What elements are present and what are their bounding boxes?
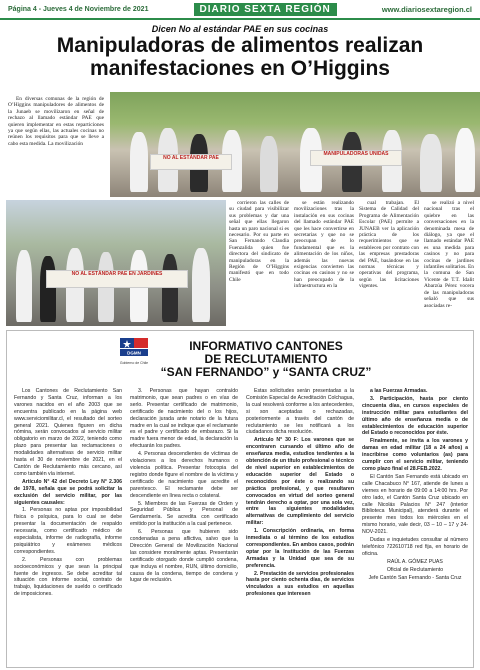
notice-paragraph: 3. Participación, hasta por ciento cincuenta días, en cursos especiales de instrucción militar para estudiantes del último año de enseñanza media o de establecimientos de educación superior del Estado o reconocidos por éste.	[362, 395, 468, 437]
notice-paragraph: a las Fuerzas Armadas.	[370, 388, 428, 394]
notice-title-line: DE RECLUTAMIENTO	[204, 352, 328, 366]
notice-column-1	[14, 388, 122, 599]
notice-title-line: INFORMATIVO CANTONES	[189, 339, 343, 353]
article-column-5	[359, 200, 419, 290]
notice-column-3	[246, 388, 354, 599]
government-logo	[120, 338, 148, 372]
article-text: corrieron las calles de su ciudad para visibilizar sus problemas y dar una señal que ellas llegaron hasta un paro nacional si es necesario. Por su parte en San Fernando Claudia Fuenzalida quien fue directora del sindicato de manipuladoras en la Región de O’Higgins manifestó que en todo Chile	[229, 200, 289, 283]
signature-office: Jefe Cantón San Fernando - Santa Cruz	[368, 574, 462, 581]
logo-bottom-text: Gobierno de Chile	[120, 361, 148, 365]
website-url[interactable]: www.diariosextaregion.cl	[381, 4, 472, 14]
notice-paragraph: Los Cantones de Reclutamiento San Fernando y Santa Cruz, informan a los varones nacidos en el año 2003 que se encuentra publicado en la página web www.serviciomilitar.cl, el resultado del sorteo general 2021. Quienes figuren en dicha nómina, serán convocados al servicio militar obligatorio en marzo de 2022, teniendo como plazo para presentar las reclamaciones o modalidades alternativas de servicio militar hasta el 30 de noviembre de 2021, en el Cantón de Reclutamiento más cercano, así como también vía internet.	[14, 388, 122, 477]
notice-paragraph: 1. Personas no aptas por imposibilidad física o psíquica, para lo cual se debe presentar la documentación de respaldo necesaria, como certificado médico de especialista, informe de radiografía, informe psiquiátrico y exámenes médicos correspondientes.	[14, 507, 122, 555]
protest-banner	[46, 270, 188, 288]
notice-paragraph: 6. Personas que hubieren sido condenadas a pena aflictiva, salvo que la Dirección General de Movilización Nacional las considere moralmente aptas. Presentarán certificado otorgado donde cumplió condena, que incluya el nombre, RUN, último domicilio, causa de la condena, tiempo de condena y lugar de reclusión.	[130, 529, 238, 584]
notice-paragraph: 4. Personas descendientes de víctimas de violaciones a los derechos humanos o violencia política. Presentar fotocopia del registro donde figure el nombre de la víctima y certificado de nacimiento que acredite el parentesco. El reclamante debe ser descendiente en línea recta o colateral.	[130, 451, 238, 499]
protest-banner-text: NO AL ESTÁNDAR PAE	[163, 155, 219, 161]
article-text: se están realizando movilizaciones tras la instalación en sus cocinas del llamado estándar PAE que les hace convertirse en secretarias y que no se preocupan de lo fundamental que es la alimentación de los niños, además las nuevas exigencias convierten las cocinas en casinos y no se han preocupado de la infraestructura en la	[294, 200, 354, 290]
notice-paragraph: Artículo N° 42 del Decreto Ley N° 2.306 de 1978, señala que se podrá solicitar la exclusión del servicio militar, por las siguientes causales:	[14, 478, 122, 506]
article-headline: Manipuladoras de alimentos realizan manifestaciones en O’Higgins	[56, 34, 424, 80]
article-column-2	[424, 200, 474, 309]
page-info: Página 4 - Jueves 4 de Noviembre de 2021	[8, 5, 149, 13]
protest-banner	[150, 154, 232, 170]
notice-paragraph: 3. Personas que hayan contraído matrimonio, que sean padres o en vías de serlo. Presentar certificado de matrimonio, certificado de nacimiento del o los hijos, declaración jurada ante notario de la futura madre en la cual se indique que el reclamante es el padre y certificado de embarazo. Si la madre fuera menor de edad, la declaración la efectuarán los padres.	[130, 388, 238, 450]
notice-paragraph: Artículo N° 30 F: Los varones que se encontraren cursando el último año de enseñanza media, estudios tendientes a la obtención de un título profesional o técnico de nivel superior en establecimientos de educación superior del Estado o reconocidos por éste o realizando su práctica profesional, y que resultaren convocados en virtud del sorteo general tendrán derecho a optar, por una sola vez, entre las siguientes modalidades alternativas de cumplimiento del servicio militar:	[246, 437, 354, 527]
article-text: cual trabajan. El Sistema de Calidad del Programa de Alimentación Escolar (PAE) permite a JUNAEB ver la aplicación práctica de los requerimientos que se establecen por contrato con las empresas prestadoras del PAE, basándose en las normas técnicas y operativas del programa, según las licitaciones vigentes.	[359, 200, 419, 290]
article-kicker: Dicen No al estándar PAE en sus cocinas	[151, 24, 329, 34]
notice-paragraph: 2. Personas con problemas socioeconómicos y que sean la principal fuente de ingresos. Se debe acreditar tal situación con informe social, contrato de trabajo, liquidaciones de sueldo o certificado de imposiciones.	[14, 556, 122, 598]
article-text: se realizó a nivel nacional tras el quiebre en las conversaciones en la denominada mesa de diálogo, ya que el llamado estándar PAE es una medida para casinos y no para cocinas de jardines infantiles solitarios. En la comuna de San Vicente de T.T. Idalit Abarzúa Pérez vocera de las manipuladoras señaló que sus asociadas re-	[424, 200, 474, 309]
notice-paragraph: Dudas e inquietudes consultar al número telefónico 722610718 red fija, en horario de oficina.	[362, 537, 468, 557]
notice-column-2	[130, 388, 238, 585]
newspaper-brand: DIARIO SEXTA REGIÓN	[194, 3, 337, 16]
notice-paragraph: 1. Conscripción ordinaria, en forma inmediata o al término de los estudios correspondientes. En ambos casos, podrán optar por la Institución de las Fuerzas Armadas y la Unidad que sea de su preferencia.	[246, 528, 354, 569]
notice-column-4	[362, 388, 468, 582]
article-column-1	[8, 96, 104, 147]
protest-photo-top	[110, 92, 480, 197]
page-header	[0, 0, 480, 20]
notice-paragraph: 5. Miembros de las Fuerzas de Orden y Seguridad Pública y Personal de Gendarmería. Se acredita con certificado emitido por la institución a la cual pertenece.	[130, 500, 238, 528]
notice-title-line: “SAN FERNANDO” y “SANTA CRUZ”	[160, 365, 372, 379]
signature-name: RAÚL A. GÓMEZ PUAS	[387, 558, 443, 565]
protest-banner-text: MANIPULADORAS UNIDAS	[323, 151, 389, 157]
article-column-4	[294, 200, 354, 290]
article-column-3	[229, 200, 289, 283]
signature-role: Oficial de Reclutamiento	[386, 566, 444, 573]
protest-banner-text: NO AL ESTÁNDAR PAE EN JARDINES	[71, 271, 163, 277]
protest-photo-bottom	[6, 200, 226, 326]
notice-paragraph: Finalmente, se invita a los varones y damas en edad militar (18 a 24 años) a inscribirse como voluntarios (as) para cumplir con el servicio militar, teniendo como plazo final el 28.FEB.2022.	[362, 438, 468, 472]
notice-paragraph: El Cantón San Fernando está ubicado en calle Chacabuco N° 167, atiende de lunes a viernes en horario de 09:00 a 14:00 hrs. Por otro lado, el Cantón Santa Cruz ubicado en calle Nicolás Palacios N° 247 (interior Biblioteca Municipal), atenderá durante el presente mes todos los miércoles en el mismo horario, vale decir, 03 – 10 – 17 y 24-NOV-2021.	[362, 473, 468, 536]
notice-title	[156, 340, 376, 379]
logo-top-text: DGMN	[127, 350, 141, 356]
notice-paragraph: 2. Prestación de servicios profesionales hasta por ciento ochenta días, de servicios vinculados a sus estudios en aquellas profesiones que interesen	[246, 570, 354, 598]
notice-paragraph: Estas solicitudes serán presentadas a la Comisión Especial de Acreditación Colchagua, la cual resolverá conforme a los antecedentes, si son aceptadas o rechazadas, posteriormente a través del cantón de reclutamiento se les notificará a los ciudadanos dicha resolución.	[246, 388, 354, 436]
article-text: En diversas comunas de la región de O’Higgins manipuladores de alimentos de la Junaeb se movilizaron en señal de rechazo al llamado estándar PAE que quieren implementar en estas reparticiones ya que según ellas, las actuales cocinas no reúnen los requisitos para que se lleve a cabo esta medida. La movilización	[8, 96, 104, 147]
protest-banner	[310, 150, 402, 166]
